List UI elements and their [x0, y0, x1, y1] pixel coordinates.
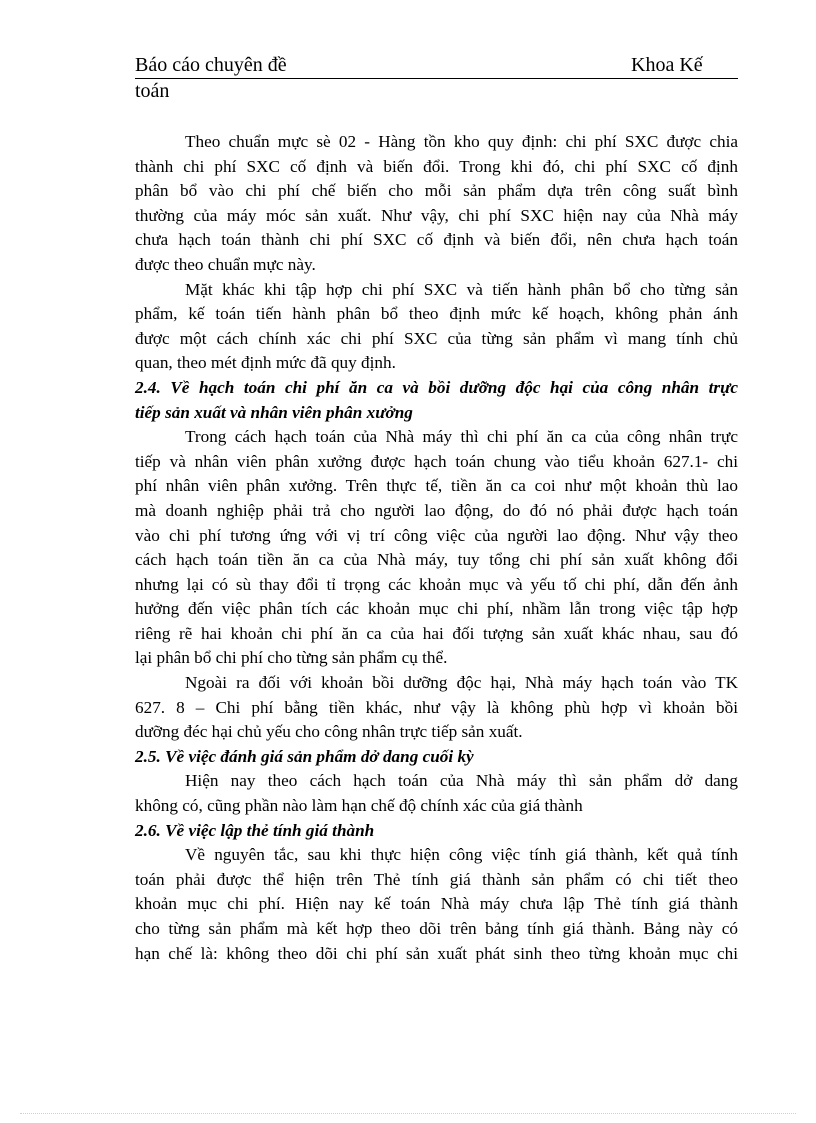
- paragraph-line: nhưng lại có sù thay đổi tỉ trọng các khoản mục và yếu tố chi phí, dẫn đến ảnh: [135, 574, 738, 594]
- paragraph-line: riêng rẽ hai khoản chi phí ăn ca của hai đối tượng sản xuất khác nhau, sau đó: [135, 623, 738, 643]
- section-heading-2-6: 2.6. Về việc lập thẻ tính giá thành: [135, 820, 375, 840]
- paragraph-line: 627. 8 – Chi phí bằng tiền khác, như vậy là không phù hợp vì khoản bồi: [135, 697, 738, 717]
- paragraph-line: phân bổ vào chi phí chế biến cho mỗi sản phẩm dựa trên công suất bình: [135, 181, 738, 201]
- paragraph-line: được một cách chính xác chi phí SXC của từng sản phẩm vì mang tính chủ: [135, 328, 738, 348]
- page-bottom-divider: [20, 1113, 796, 1114]
- paragraph-line: cho từng sản phẩm mà kết hợp theo dõi trên bảng tính giá thành. Bảng này có: [135, 919, 738, 938]
- paragraph-line: mà doanh nghiệp phải trả cho người lao động, do đó nó phải được hạch toán: [135, 500, 738, 520]
- page-header: [135, 52, 738, 79]
- paragraph-line: Mặt khác khi tập hợp chi phí SXC và tiến hành phân bổ cho từng sản: [185, 279, 738, 299]
- paragraph-line: thường của máy móc sản xuất. Như vậy, chi phí SXC hiện nay của Nhà máy: [135, 205, 738, 225]
- paragraph-line: Theo chuẩn mực sè 02 - Hàng tồn kho quy định: chi phí SXC được chia: [185, 132, 738, 151]
- header-faculty: Khoa Kế: [631, 54, 703, 76]
- paragraph-line: được theo chuẩn mực này.: [135, 254, 316, 274]
- paragraph-line: dưỡng đéc hại chủ yếu cho công nhân trực tiếp sản xuất.: [135, 722, 523, 742]
- paragraph-line: chưa hạch toán thành chi phí SXC cố định và biến đổi, nên chưa hạch toán: [135, 230, 738, 250]
- paragraph-line: thành chi phí SXC cố định và biến đổi. Trong khi đó, chi phí SXC cố định: [135, 156, 738, 176]
- section-heading-2-5: 2.5. Về việc đánh giá sản phẩm dở dang cuối kỳ: [135, 746, 474, 766]
- paragraph-line: quan, theo mét định mức đã quy định.: [135, 353, 396, 373]
- paragraph-line: hưởng đến việc phân tích các khoản mục chi phí, nhầm lẫn trong việc tập hợp: [135, 599, 738, 619]
- header-faculty-continued: toán: [135, 80, 170, 102]
- paragraph-line: cách hạch toán tiền ăn ca của Nhà máy, tuy tổng chi phí sản xuất không đổi: [135, 550, 738, 570]
- paragraph-line: vào chi phí tương ứng với vị trí công việc của người lao động. Như vậy theo: [135, 525, 738, 545]
- section-heading-2-4-cont: tiếp sản xuất và nhân viên phân xưởng: [135, 402, 413, 422]
- paragraph-line: Hiện nay theo cách hạch toán của Nhà máy thì sản phẩm dở dang: [185, 771, 738, 791]
- paragraph-line: Ngoài ra đối với khoản bồi dưỡng độc hại, Nhà máy hạch toán vào TK: [185, 673, 738, 693]
- paragraph-line: hạn chế là: không theo dõi chi phí sản xuất phát sinh theo từng khoản mục chi: [135, 943, 738, 963]
- section-heading-2-4: 2.4. Về hạch toán chi phí ăn ca và bồi dưỡng độc hại của công nhân trực: [135, 377, 738, 397]
- paragraph-line: lại phân bổ chi phí cho từng sản phẩm cụ thể.: [135, 648, 448, 668]
- paragraph-line: Về nguyên tắc, sau khi thực hiện công việc tính giá thành, kết quả tính: [185, 845, 738, 865]
- header-report-title: Báo cáo chuyên đề: [135, 54, 287, 76]
- paragraph-line: Trong cách hạch toán của Nhà máy thì chi phí ăn ca của công nhân trực: [185, 427, 738, 447]
- paragraph-line: tiếp và nhân viên phân xưởng được hạch toán chung vào tiểu khoản 627.1- chi: [135, 451, 738, 471]
- document-body: [135, 130, 738, 966]
- paragraph-line: không có, cũng phần nào làm hạn chế độ chính xác của giá thành: [135, 796, 583, 816]
- paragraph-line: phẩm, kế toán tiến hành phân bổ theo định mức kế hoạch, không phản ánh: [135, 304, 738, 324]
- paragraph-line: khoản mục chi phí. Hiện nay kế toán Nhà máy chưa lập Thẻ tính giá thành: [135, 894, 738, 914]
- paragraph-line: toán phải được thể hiện trên Thẻ tính giá thành sản phẩm có chi tiết theo: [135, 869, 738, 889]
- paragraph-line: phí nhân viên phân xưởng. Trên thực tế, tiền ăn ca coi như một khoản thù lao: [135, 476, 738, 496]
